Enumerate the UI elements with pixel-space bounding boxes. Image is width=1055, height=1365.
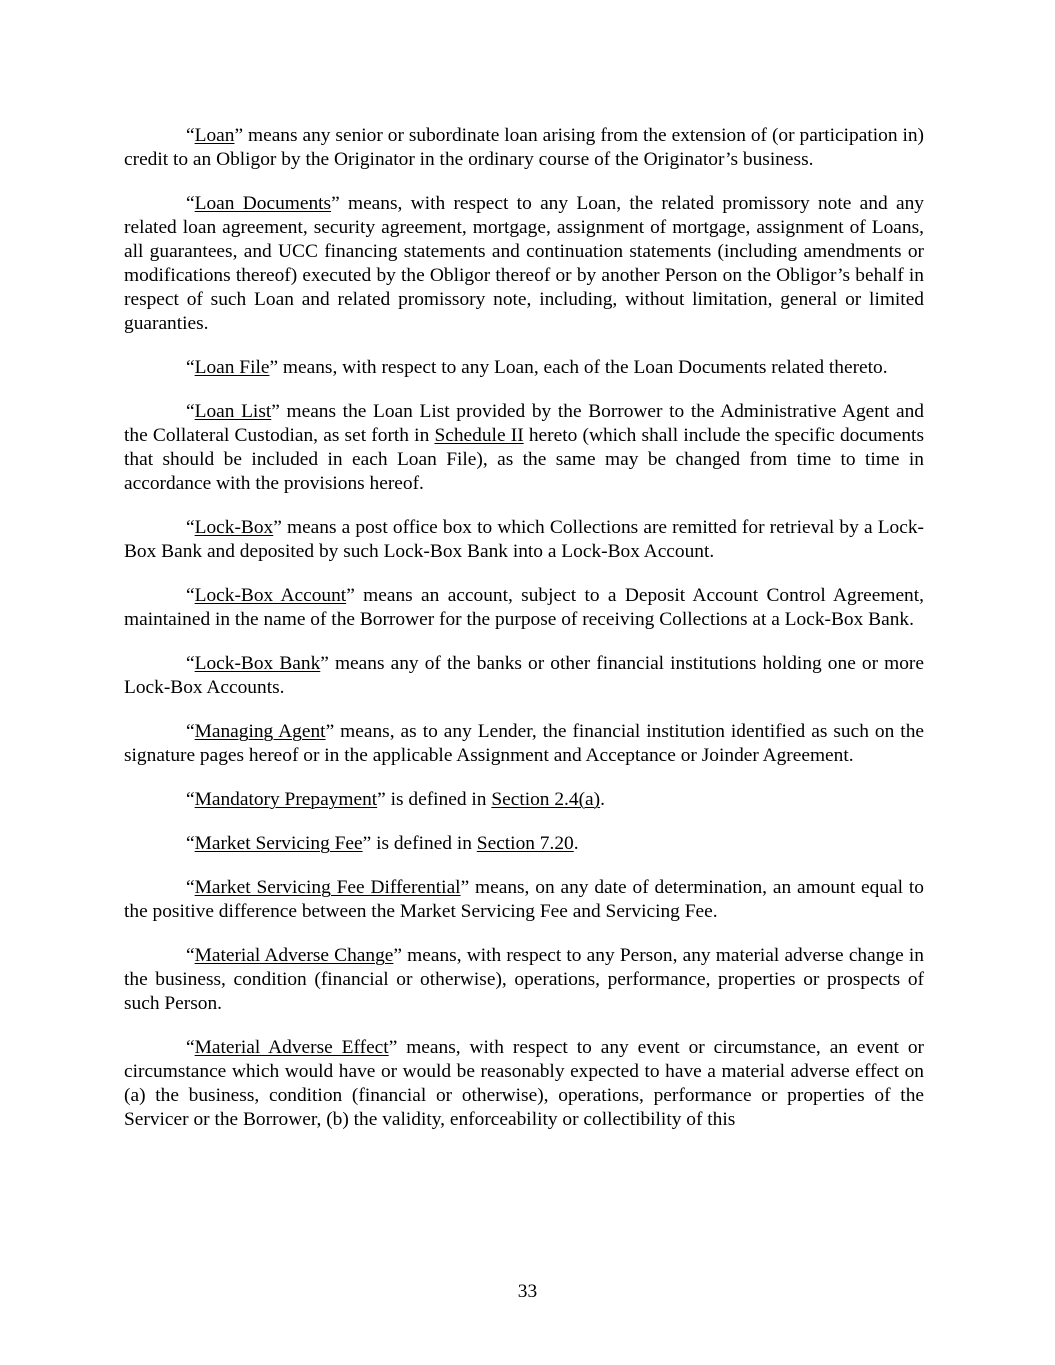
defined-term: Lock-Box Bank (194, 653, 321, 674)
definition-loan-list (124, 400, 924, 496)
defined-term: Loan Documents (194, 193, 332, 214)
open-quote: “ (186, 789, 195, 810)
definition-material-adverse-change (124, 944, 924, 1016)
open-quote: “ (186, 833, 195, 854)
open-quote: “ (186, 945, 195, 966)
definition-text: ” means the Loan List provided by the Borrower to the Administrative Agent and the Collateral Custodian, as set forth in (124, 401, 925, 446)
definition-text: ” is defined in (362, 833, 477, 854)
definition-text: ” means any senior or subordinate loan arising from the extension of (or participation in) credit to an Obligor by the Originator in the ordinary course of the Originator’s business. (124, 125, 924, 170)
definition-text-continued: . (573, 833, 579, 854)
definition-material-adverse-effect (124, 1036, 924, 1132)
definition-lock-box-account (124, 584, 924, 632)
defined-term: Loan List (194, 401, 272, 422)
page-number: 33 (517, 1281, 538, 1302)
definition-text: ” means, as to any Lender, the financial institution identified as such on the signature pages hereof or in the applicable Assignment and Acceptance or Joinder Agreement. (124, 721, 924, 766)
defined-term: Loan (194, 125, 235, 146)
defined-term: Material Adverse Change (194, 945, 394, 966)
definition-text: ” means any of the banks or other financial institutions holding one or more Lock-Box Accounts. (124, 653, 924, 698)
definition-text: ” means a post office box to which Collections are remitted for retrieval by a Lock-Box Bank and deposited by such Lock-Box Bank into a Lock-Box Account. (124, 517, 924, 562)
definition-managing-agent (124, 720, 924, 768)
definition-text: ” means, on any date of determination, an amount equal to the positive difference between the Market Servicing Fee and Servicing Fee. (124, 877, 924, 922)
cross-reference-section-2-4-a: Section 2.4(a) (491, 789, 601, 810)
defined-term: Material Adverse Effect (194, 1037, 389, 1058)
definition-mandatory-prepayment (124, 788, 924, 812)
defined-term: Market Servicing Fee Differential (194, 877, 461, 898)
definition-text-continued: . (600, 789, 605, 810)
open-quote: “ (186, 653, 195, 674)
cross-reference-section-7-20: Section 7.20 (476, 833, 574, 854)
document-page (124, 124, 924, 1152)
open-quote: “ (186, 517, 195, 538)
defined-term: Managing Agent (194, 721, 326, 742)
open-quote: “ (186, 877, 195, 898)
definition-text: ” means, with respect to any event or circumstance, an event or circumstance which would have or would be reasonably expected to have a material adverse effect on (a) the business, condition (financial or otherwise), operations, performance or properties of the Servicer or the Borrower, (b) the validity, enforceability or collectibility of this (124, 1037, 924, 1130)
definition-text-continued: hereto (which shall include the specific documents that should be included in each Loan File), as the same may be changed from time to time in accordance with the provisions hereof. (124, 425, 924, 494)
definition-text: ” is defined in (377, 789, 492, 810)
open-quote: “ (186, 721, 195, 742)
definition-text: ” means, with respect to any Person, any material adverse change in the business, condition (financial or otherwise), operations, performance, properties or prospects of such Person. (124, 945, 924, 1014)
defined-term: Mandatory Prepayment (194, 789, 378, 810)
defined-term: Loan File (194, 357, 270, 378)
definition-loan (124, 124, 924, 172)
open-quote: “ (186, 1037, 195, 1058)
definition-text: ” means, with respect to any Loan, each of the Loan Documents related thereto. (269, 357, 888, 378)
definition-text: ” means an account, subject to a Deposit Account Control Agreement, maintained in the name of the Borrower for the purpose of receiving Collections at a Lock-Box Bank. (124, 585, 924, 630)
open-quote: “ (186, 193, 195, 214)
open-quote: “ (186, 401, 195, 422)
open-quote: “ (186, 357, 195, 378)
definition-loan-file (124, 356, 924, 380)
open-quote: “ (186, 125, 195, 146)
definition-loan-documents (124, 192, 924, 336)
definition-market-servicing-fee (124, 832, 924, 856)
definition-text: ” means, with respect to any Loan, the related promissory note and any related loan agreement, security agreement, mortgage, assignment of mortgage, assignment of Loans, all guarantees, and UCC financing statements and continuation statements (including amendments or modifications thereof) executed by the Obligor thereof or by another Person on the Obligor’s behalf in respect of such Loan and related promissory note, including, without limitation, general or limited guaranties. (124, 193, 924, 334)
definition-market-servicing-fee-differential (124, 876, 924, 924)
defined-term: Lock-Box Account (194, 585, 347, 606)
definition-lock-box-bank (124, 652, 924, 700)
cross-reference-schedule-ii: Schedule II (434, 425, 524, 446)
defined-term: Lock-Box (194, 517, 274, 538)
open-quote: “ (186, 585, 195, 606)
definition-lock-box (124, 516, 924, 564)
defined-term: Market Servicing Fee (194, 833, 363, 854)
